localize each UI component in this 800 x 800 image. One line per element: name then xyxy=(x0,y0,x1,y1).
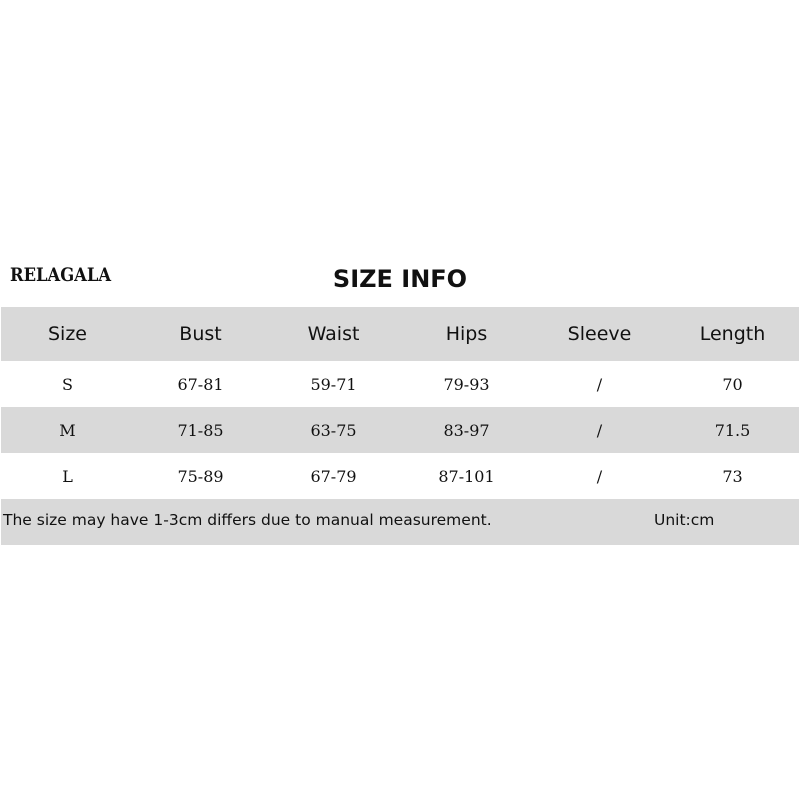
cell-bust: 67-81 xyxy=(177,374,224,394)
cell-size: M xyxy=(59,420,76,440)
cell-size: S xyxy=(62,374,73,394)
cell-sleeve: / xyxy=(596,466,603,486)
cell-length: 73 xyxy=(722,466,743,486)
table-row xyxy=(1,453,799,499)
table-row xyxy=(1,407,799,453)
cell-sleeve: / xyxy=(596,374,603,394)
cell-hips: 87-101 xyxy=(438,466,495,486)
page-title: SIZE INFO xyxy=(332,265,468,293)
cell-sleeve: / xyxy=(596,420,603,440)
table-header-row xyxy=(1,307,799,361)
brand-logo: RELAGALA xyxy=(10,264,112,286)
table-footer-row xyxy=(1,499,799,545)
header-sleeve: Sleeve xyxy=(567,323,632,345)
header-waist: Waist xyxy=(307,323,360,345)
cell-waist: 59-71 xyxy=(310,374,357,394)
header-bust: Bust xyxy=(179,323,222,345)
cell-hips: 79-93 xyxy=(443,374,490,394)
cell-length: 70 xyxy=(722,374,743,394)
cell-size: L xyxy=(62,466,73,486)
header-size: Size xyxy=(47,323,87,345)
cell-length: 71.5 xyxy=(714,420,751,440)
header-length: Length xyxy=(699,323,766,345)
cell-waist: 63-75 xyxy=(310,420,357,440)
header-hips: Hips xyxy=(445,323,488,345)
size-table xyxy=(1,307,799,545)
measurement-note: The size may have 1-3cm differs due to manual measurement. xyxy=(3,511,492,529)
table-row xyxy=(1,361,799,407)
unit-label: Unit:cm xyxy=(654,511,715,529)
cell-bust: 75-89 xyxy=(177,466,224,486)
cell-waist: 67-79 xyxy=(310,466,357,486)
cell-hips: 83-97 xyxy=(443,420,490,440)
cell-bust: 71-85 xyxy=(177,420,224,440)
